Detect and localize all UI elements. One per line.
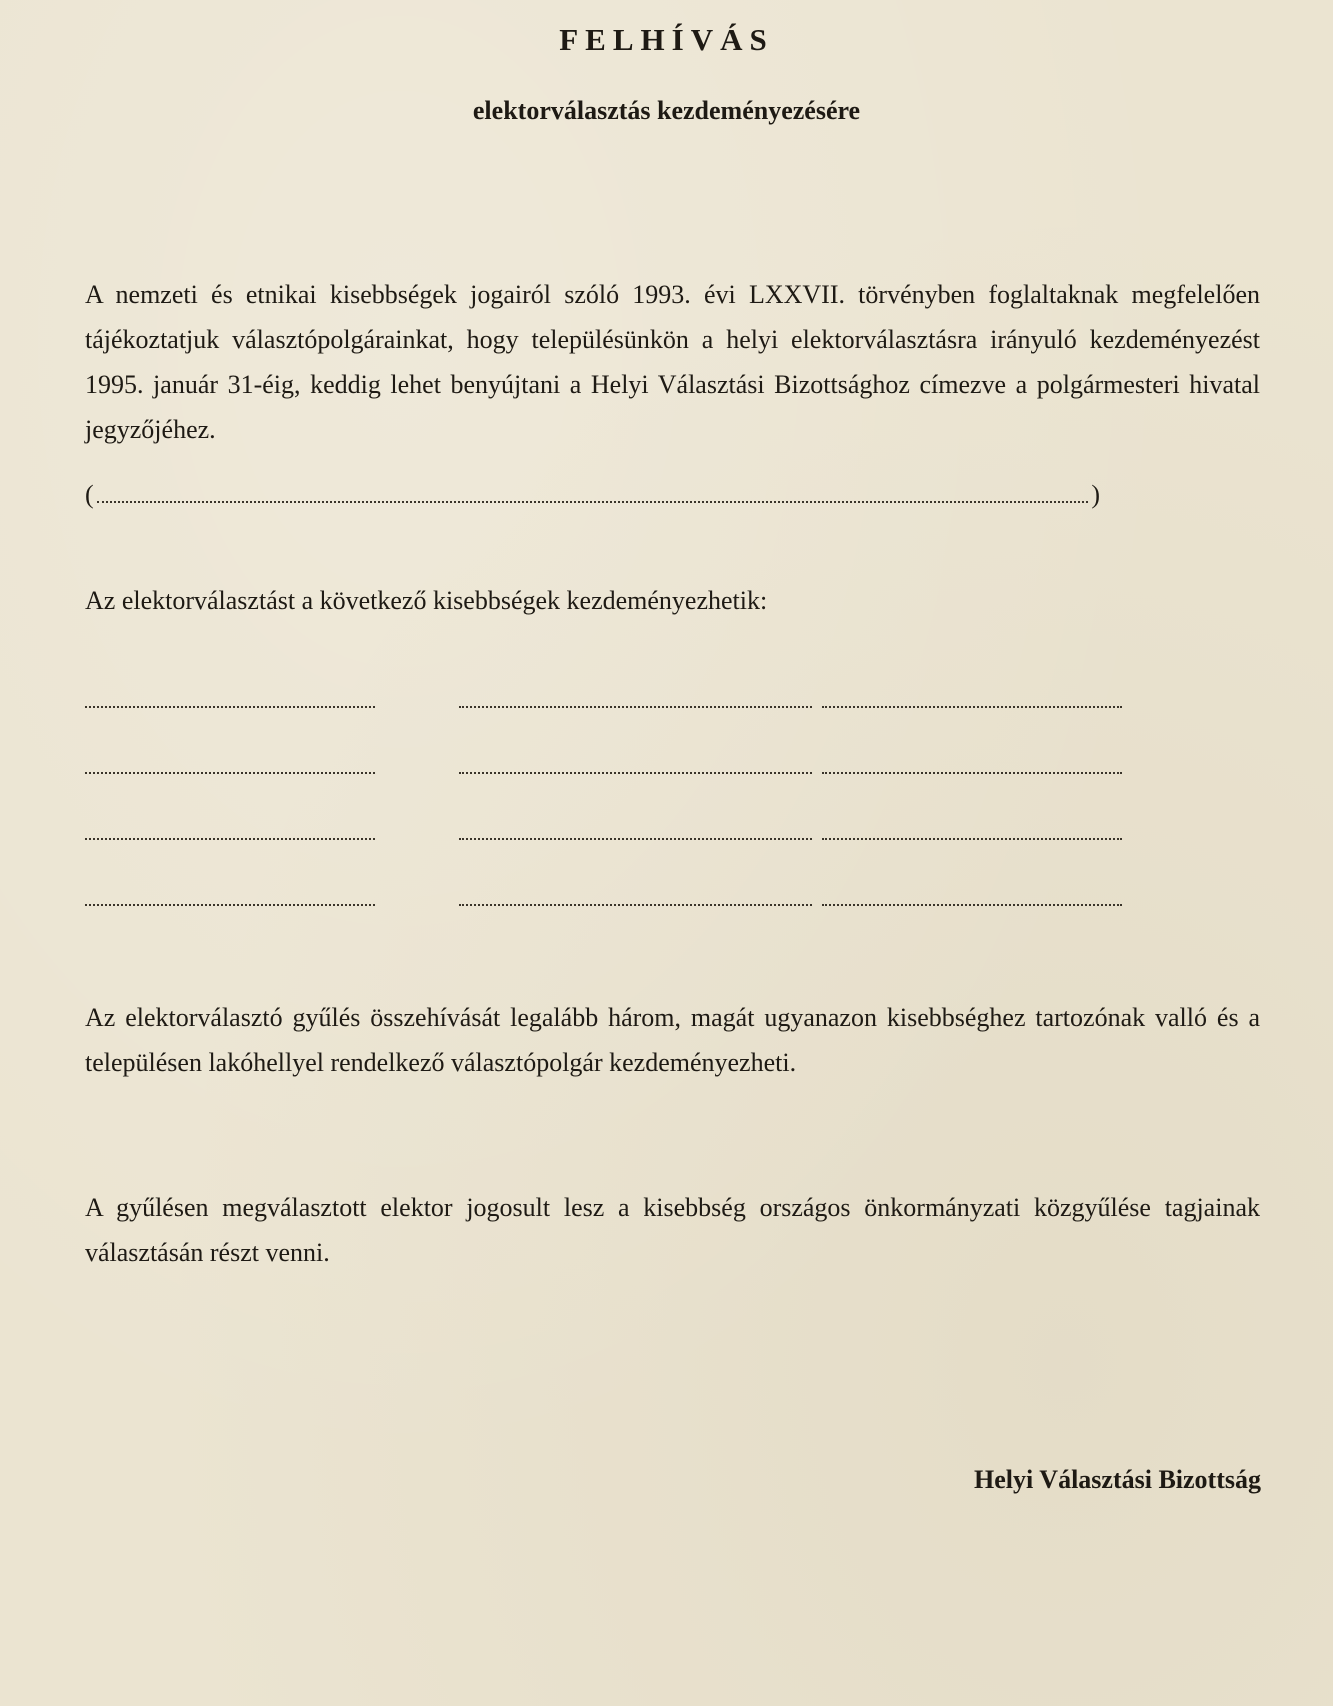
address-fill-dots [97, 483, 1089, 503]
blank-field [822, 704, 1122, 708]
blank-field [822, 902, 1122, 906]
blank-row [85, 822, 1125, 888]
blank-row [85, 888, 1125, 954]
intro-paragraph: A nemzeti és etnikai kisebbségek jogairól szóló 1993. évi LXXVII. törvényben foglaltaknak megfelelően tájékoztatjuk választópolgárainkat, hogy településünkön a helyi elektorválasztásra irányuló kezdeményezést 1995. január 31-éig, keddig lehet benyújtani a Helyi Választási Bizottsághoz címezve a polgármesteri hivatal jegyzőjéhez. [85, 280, 1260, 444]
address-blank-line [85, 480, 1100, 510]
blank-row [85, 690, 1125, 756]
minorities-heading: Az elektorválasztást a következő kisebbségek kezdeményezhetik: [85, 586, 768, 615]
blank-field [85, 770, 375, 774]
signature: Helyi Választási Bizottság [974, 1465, 1261, 1494]
blank-field [85, 704, 375, 708]
blank-row [85, 756, 1125, 822]
blank-field [459, 902, 812, 906]
blank-field [822, 836, 1122, 840]
assembly-paragraph: Az elektorválasztó gyűlés összehívását legalább három, magát ugyanazon kisebbséghez tartozónak valló és a településen lakóhellyel rendelkező választópolgár kezdeményezheti. [85, 1003, 1260, 1077]
open-paren: ( [85, 480, 94, 509]
minorities-blank-grid [85, 690, 1125, 954]
document-title: FELHÍVÁS [559, 22, 774, 57]
blank-field [85, 836, 375, 840]
blank-field [85, 902, 375, 906]
elector-paragraph: A gyűlésen megválasztott elektor jogosult lesz a kisebbség országos önkormányzati közgyűlése tagjainak választásán részt venni. [85, 1193, 1260, 1267]
blank-field [459, 770, 812, 774]
close-paren: ) [1091, 480, 1100, 509]
blank-field [459, 704, 812, 708]
document-subtitle: elektorválasztás kezdeményezésére [472, 96, 861, 125]
blank-field [822, 770, 1122, 774]
blank-field [459, 836, 812, 840]
